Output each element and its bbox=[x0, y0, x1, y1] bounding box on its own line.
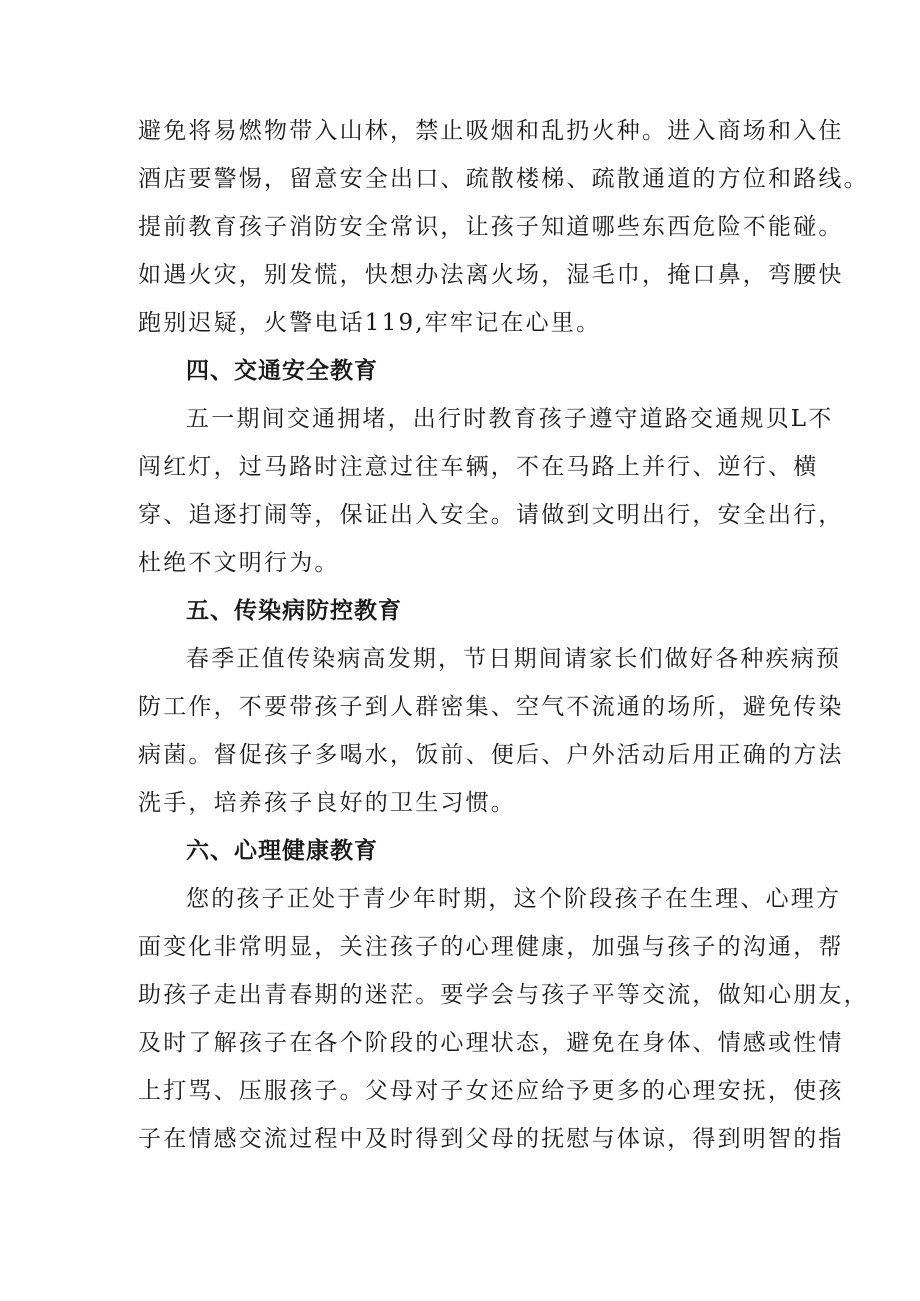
section-heading-traffic: 四、交通安全教育 bbox=[186, 358, 378, 384]
fire-safety-line-4: 如遇火灾，别发慌，快想办法离火场，湿毛巾，掩口鼻，弯腰快 bbox=[138, 262, 844, 288]
fire-safety-line-2: 酒店要警惕，留意安全出口、疏散楼梯、疏散通道的方位和路线。 bbox=[138, 166, 869, 192]
mental-health-line-2: 面变化非常明显，关注孩子的心理健康，加强与孩子的沟通，帮 bbox=[138, 934, 844, 960]
epidemic-line-2: 防工作，不要带孩子到人群密集、空气不流通的场所，避免传染 bbox=[138, 694, 844, 720]
section-heading-mental-health: 六、心理健康教育 bbox=[186, 838, 378, 864]
traffic-line-3: 穿、追逐打闹等，保证出入安全。请做到文明出行，安全出行， bbox=[138, 502, 844, 528]
traffic-line-2: 闯红灯，过马路时注意过往车辆，不在马路上并行、逆行、横 bbox=[138, 454, 819, 480]
mental-health-line-4: 及时了解孩子在各个阶段的心理状态，避免在身体、情感或性情 bbox=[138, 1030, 844, 1056]
epidemic-line-3: 病菌。督促孩子多喝水，饭前、便后、户外活动后用正确的方法 bbox=[138, 742, 844, 768]
epidemic-line-4: 洗手，培养孩子良好的卫生习惯。 bbox=[138, 790, 516, 816]
fire-safety-line-3: 提前教育孩子消防安全常识，让孩子知道哪些东西危险不能碰。 bbox=[138, 214, 844, 240]
traffic-line-4: 杜绝不文明行为。 bbox=[138, 550, 340, 576]
traffic-line-1: 五一期间交通拥堵，出行时教育孩子遵守道路交通规贝L不 bbox=[186, 406, 834, 432]
section-heading-epidemic: 五、传染病防控教育 bbox=[186, 598, 402, 624]
fire-safety-line-1: 避免将易燃物带入山林，禁止吸烟和乱扔火种。进入商场和入住 bbox=[138, 118, 844, 144]
mental-health-line-1: 您的孩子正处于青少年时期，这个阶段孩子在生理、心理方 bbox=[186, 886, 842, 912]
fire-safety-line-5: 跑别迟疑，火警电话119,牢牢记在心里。 bbox=[138, 310, 602, 336]
mental-health-line-6: 子在情感交流过程中及时得到父母的抚慰与体谅，得到明智的指 bbox=[138, 1126, 844, 1152]
mental-health-line-5: 上打骂、压服孩子。父母对子女还应给予更多的心理安抚，使孩 bbox=[138, 1078, 844, 1104]
epidemic-line-1: 春季正值传染病高发期，节日期间请家长们做好各种疾病预 bbox=[186, 646, 842, 672]
mental-health-line-3: 助孩子走出青春期的迷茫。要学会与孩子平等交流，做知心朋友， bbox=[138, 982, 869, 1008]
